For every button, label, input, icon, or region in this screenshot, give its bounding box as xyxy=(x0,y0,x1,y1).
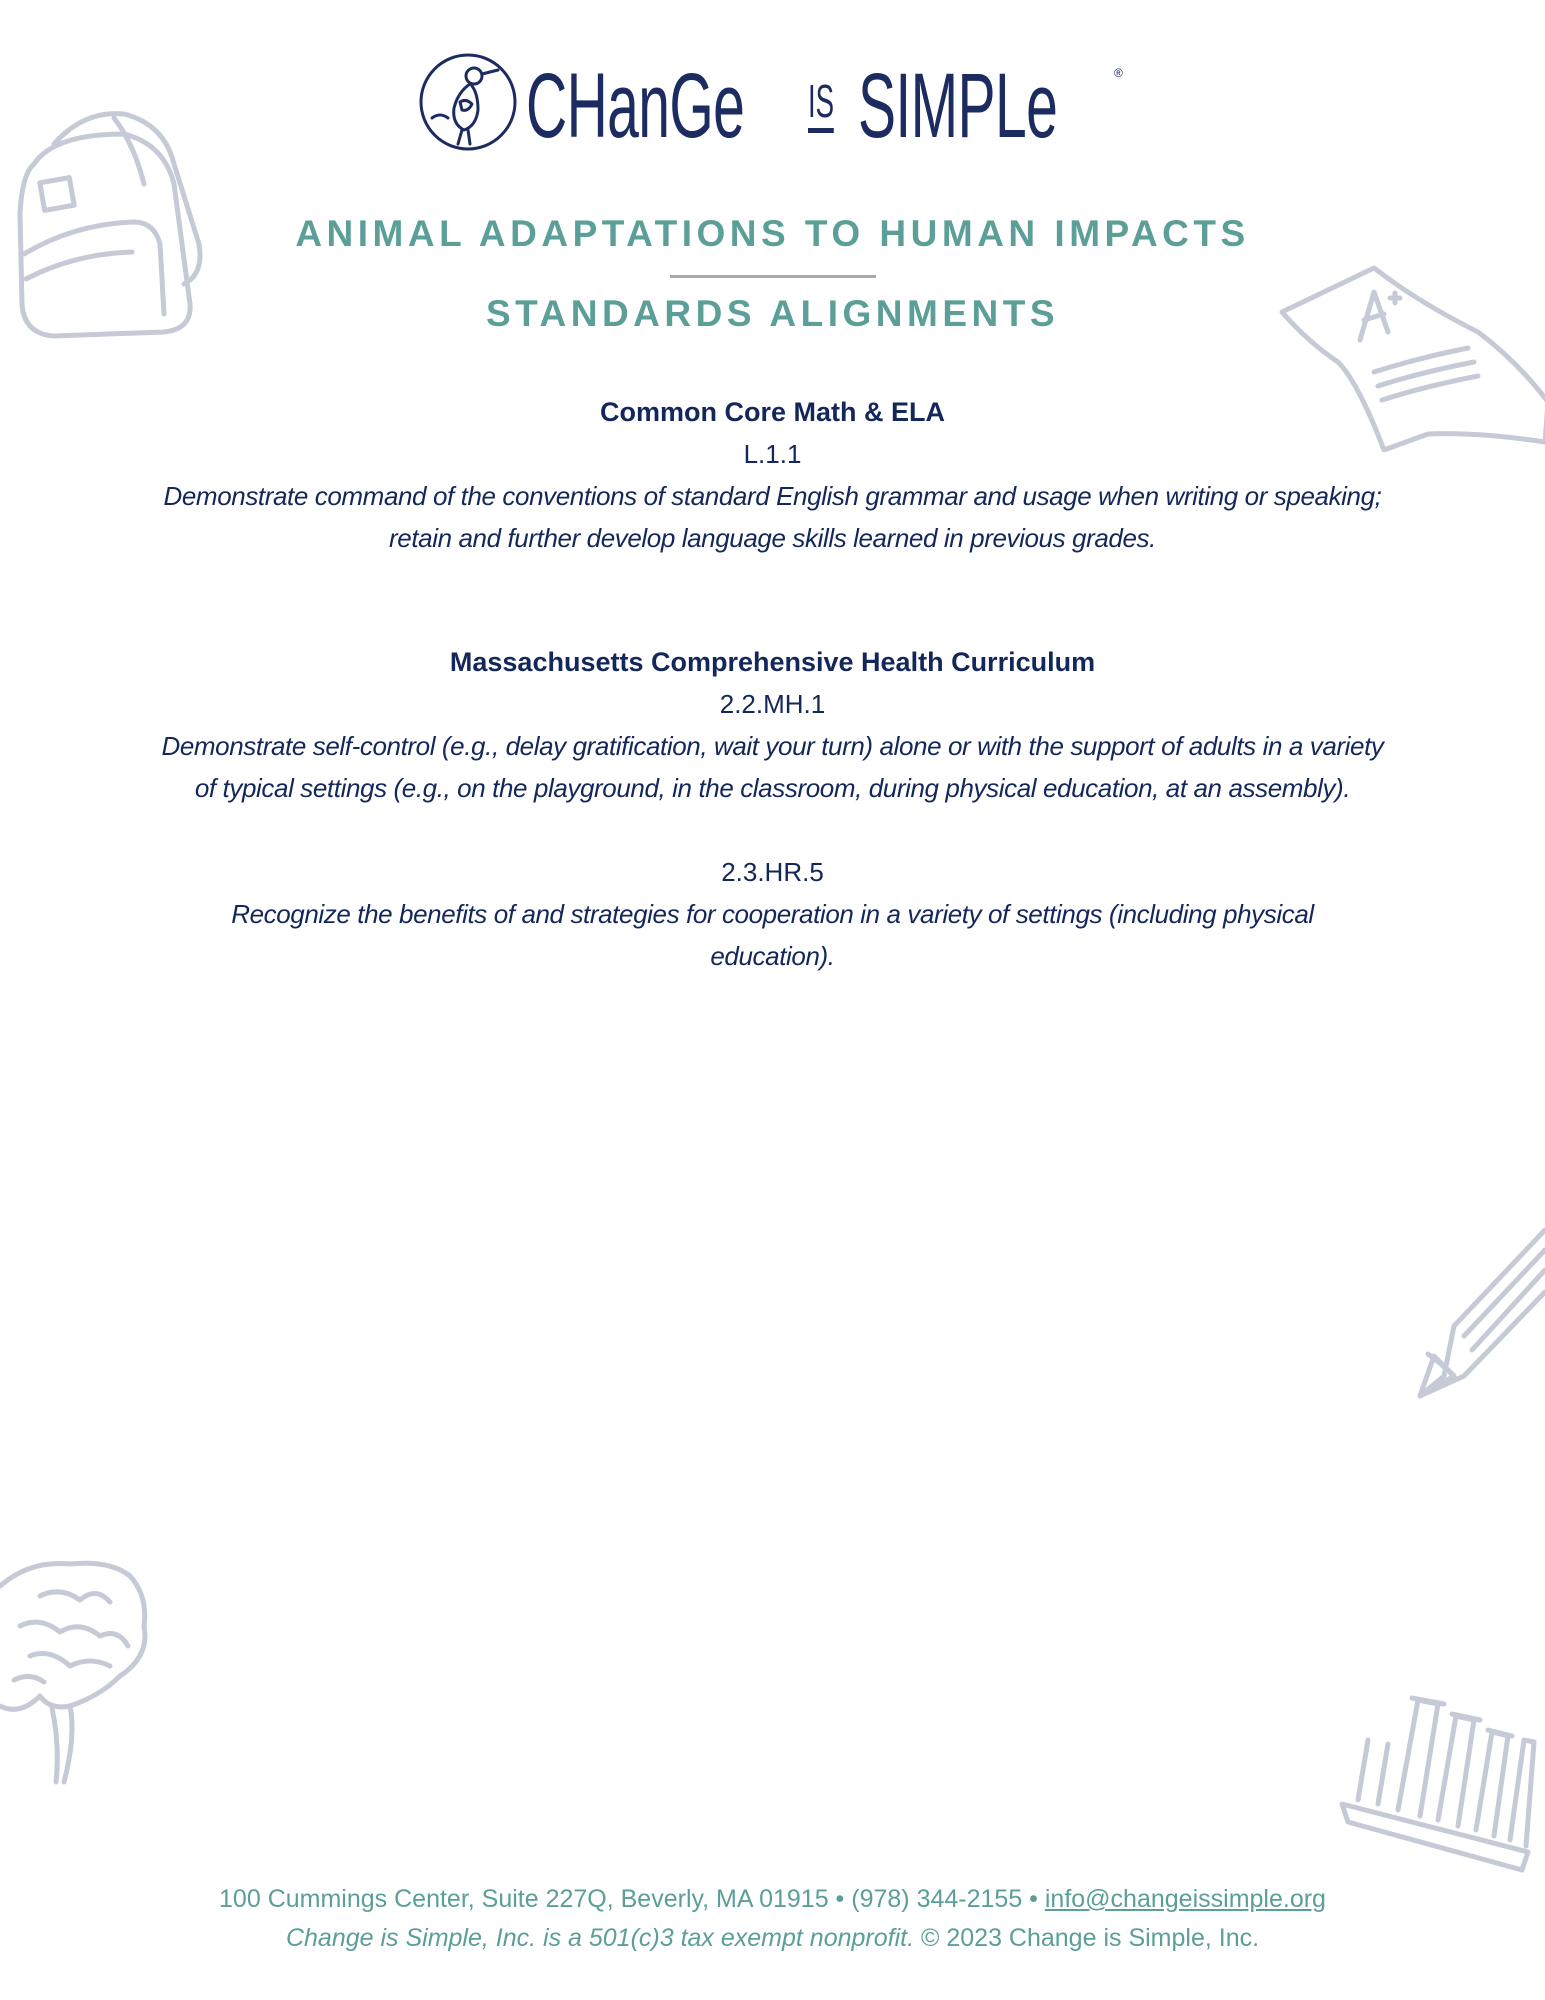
title-divider xyxy=(670,275,876,278)
logo-word-simple: SIMPLe xyxy=(858,55,1058,157)
document-subtitle: STANDARDS ALIGNMENTS xyxy=(485,293,1060,334)
standards-section-health xyxy=(150,641,1395,977)
footer-nonprofit: Change is Simple, Inc. is a 501(c)3 tax exempt nonprofit. xyxy=(285,1924,915,1952)
section-heading: Massachusetts Comprehensive Health Curriculum xyxy=(449,647,1096,677)
logo-word-change: CHanGe xyxy=(526,55,745,157)
standard-description: Demonstrate command of the conventions of standard English grammar and usage when writing or speaking; retain and further develop language skills learned in previous grades. xyxy=(163,481,1382,553)
registered-mark: ® xyxy=(1114,66,1123,80)
standard-code: 2.3.HR.5 xyxy=(721,857,824,887)
standard-description: Recognize the benefits of and strategies for cooperation in a variety of settings (including physical education). xyxy=(231,899,1314,971)
standard-code: L.1.1 xyxy=(743,439,802,469)
footer-email-link[interactable]: info@changeissimple.org xyxy=(1044,1885,1326,1913)
pencil-icon xyxy=(1414,1226,1545,1402)
brain-icon xyxy=(0,1556,150,1786)
footer-contact xyxy=(0,1880,1545,1918)
document-title: ANIMAL ADAPTATIONS TO HUMAN IMPACTS xyxy=(295,213,1250,254)
test-tubes-icon xyxy=(1338,1680,1538,1876)
footer-legal xyxy=(0,1919,1545,1957)
standard-code: 2.2.MH.1 xyxy=(719,689,826,719)
logo-word-is: IS xyxy=(808,76,834,133)
footer-copyright: © 2023 Change is Simple, Inc. xyxy=(914,1924,1260,1952)
bird-logo-icon xyxy=(418,52,518,152)
footer-address: 100 Cummings Center, Suite 227Q, Beverly, MA 01915 • (978) 344-2155 • xyxy=(219,1885,1045,1913)
organization-logo xyxy=(418,50,1128,158)
section-heading: Common Core Math & ELA xyxy=(599,397,945,427)
standards-section-common-core xyxy=(150,391,1395,559)
standard-description: Demonstrate self-control (e.g., delay gratification, wait your turn) alone or with the support of adults in a variety of typical settings (e.g., on the playground, in the classroom, during physical education, at an assembly). xyxy=(161,731,1384,803)
